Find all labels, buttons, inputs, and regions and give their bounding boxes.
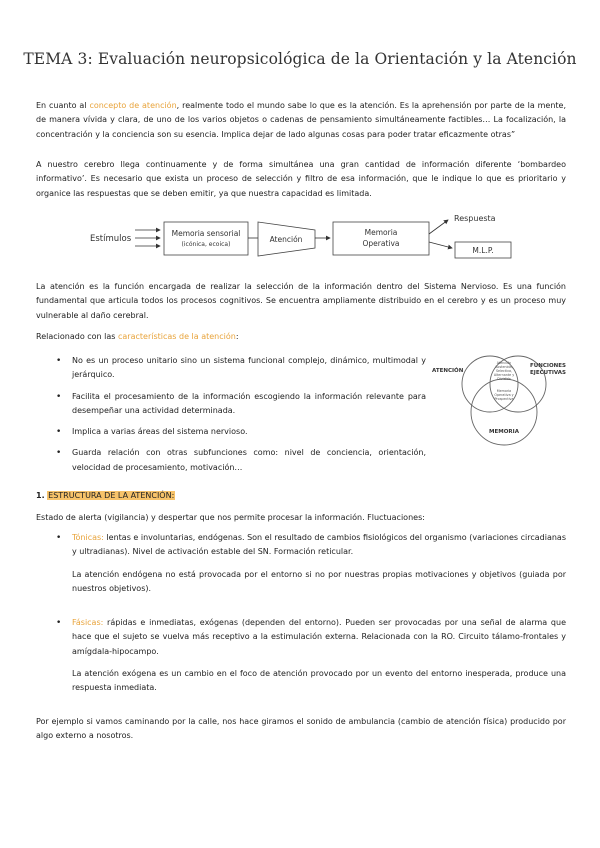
response-label: Respuesta: [454, 214, 496, 223]
phasic-label: Fásicas:: [72, 618, 104, 627]
operative-memory-label-1: Memoria: [364, 228, 398, 237]
venn-diagram: [428, 352, 578, 458]
venn-center-text: Prospectiva: [494, 397, 514, 401]
sensory-memory-box: [164, 222, 248, 255]
mlp-label: M.L.P.: [472, 246, 494, 255]
venn-center-text: Sostenida,: [495, 365, 513, 369]
sensory-memory-label: Memoria sensorial: [171, 229, 241, 238]
venn-center-text: Dividida: [497, 377, 511, 381]
related-characteristics: [36, 330, 566, 344]
operative-memory-label-2: Operativa: [362, 239, 400, 248]
attention-flow-diagram: [80, 205, 520, 267]
venn-center-text: Atención: [496, 361, 512, 365]
tonic-text: lentas e involuntarias, endógenas. Son el resultado de cambios fisiológicos del organismo (variaciones circadianas y ultradianas). Nivel de activación estable del SN. Formación reticular.: [72, 533, 566, 557]
concept-attention-link[interactable]: concepto de atención: [89, 101, 177, 110]
tonic-label: Tónicas:: [72, 533, 104, 542]
list-item: • No es un proceso unitario sino un sistema funcional complejo, dinámico, multimodal y jerárquico.: [56, 354, 426, 383]
phasic-item: [56, 616, 566, 659]
phasic-text: rápidas e inmediatas, exógenas (dependen del entorno). Pueden ser provocadas por una señal de alarma que hace que el sujeto se vuelva más receptivo a la estimulación externa. Relacionada con la RO. Circuito tálamo-frontales y amígdala-hipocampo.: [72, 618, 566, 656]
paragraph-attention-function: La atención es la función encargada de realizar la selección de la información dentro del Sistema Nervioso. Es una función fundamental que articula todos los procesos cognitivos. Se encuentra ampliamente distribuido en el cerebro y es un proceso muy vulnerable al daño cerebral.: [36, 282, 566, 320]
list-item: • Guarda relación con otras subfunciones como: nivel de conciencia, orientación, velocidad de procesamiento, motivación…: [56, 446, 426, 475]
intro-pre: En cuanto al: [36, 101, 90, 110]
characteristics-list: [56, 354, 426, 482]
venn-executive-label-2: EJECUTIVAS: [530, 370, 566, 376]
venn-center-text: Alternante y: [493, 373, 515, 377]
sensory-memory-sub: (icónica, ecoica): [181, 241, 231, 248]
tonic-item: [56, 531, 566, 560]
venn-memory-label: MEMORIA: [489, 429, 519, 435]
section-heading-structure: [36, 489, 566, 503]
alert-paragraph: Estado de alerta (vigilancia) y despertar que nos permite procesar la información. Fluctuaciones:: [36, 513, 425, 522]
related-pre: Relacionado con las: [36, 332, 118, 341]
intro-post: , realmente todo el mundo sabe lo que es la atención. Es la aprehensión por parte de la mente, de manera vívida y clara, de uno de los varios objetos o cadenas de pensamiento simultáneamente factibles… La focalización, la concentración y la conciencia son su esencia. Implica dejar de lado algunas cosas para poder tratar eficazmente otras”: [36, 101, 567, 139]
venn-attention-label: ATENCIÓN: [432, 368, 464, 374]
example-paragraph: Por ejemplo si vamos caminando por la calle, nos hace giramos el sonido de ambulancia (cambio de atención física) producido por algo externo a nosotros.: [36, 717, 566, 741]
section-title: ESTRUCTURA DE LA ATENCIÓN:: [48, 491, 175, 500]
characteristics-link[interactable]: características de la atención: [118, 332, 236, 341]
phasic-subparagraph: La atención exógena es un cambio en el foco de atención provocado por un evento del entorno inesperada, produce una respuesta inmediata.: [72, 669, 566, 693]
venn-executive-label-1: FUNCIONES: [530, 363, 566, 369]
related-post: :: [235, 332, 239, 341]
tonic-subparagraph: La atención endógena no está provocada por el entorno si no por nuestras propias motivaciones y objetivos (guiada por nuestros objetivos).: [72, 570, 566, 594]
venn-center-text: Selectiva,: [495, 369, 513, 373]
list-item: [56, 531, 566, 560]
paragraph-bombardeo: A nuestro cerebro llega continuamente y de forma simultánea una gran cantidad de información diferente ‘bombardeo informativo’. Es necesario que exista un proceso de selección y filtro de esa información, que le indique lo que es prioritario y organice las respuestas que se deben emitir, ya que nuestra capacidad es limitada.: [36, 160, 566, 198]
venn-center-text: Memoria: [496, 389, 512, 393]
attention-funnel-label: Atención: [269, 235, 303, 244]
stimuli-label: Estímulos: [90, 234, 132, 244]
list-item: [56, 616, 566, 659]
list-item: • Facilita el procesamiento de la información escogiendo la información relevante para desempeñar una actividad determinada.: [56, 390, 426, 419]
list-item: • Implica a varias áreas del sistema nervioso.: [56, 425, 426, 439]
venn-center-text: Operativa y: [494, 393, 514, 397]
page-title: TEMA 3: Evaluación neuropsicológica de la Orientación y la Atención: [23, 50, 577, 68]
intro-paragraph: [36, 99, 566, 142]
section-number: 1.: [36, 491, 45, 500]
